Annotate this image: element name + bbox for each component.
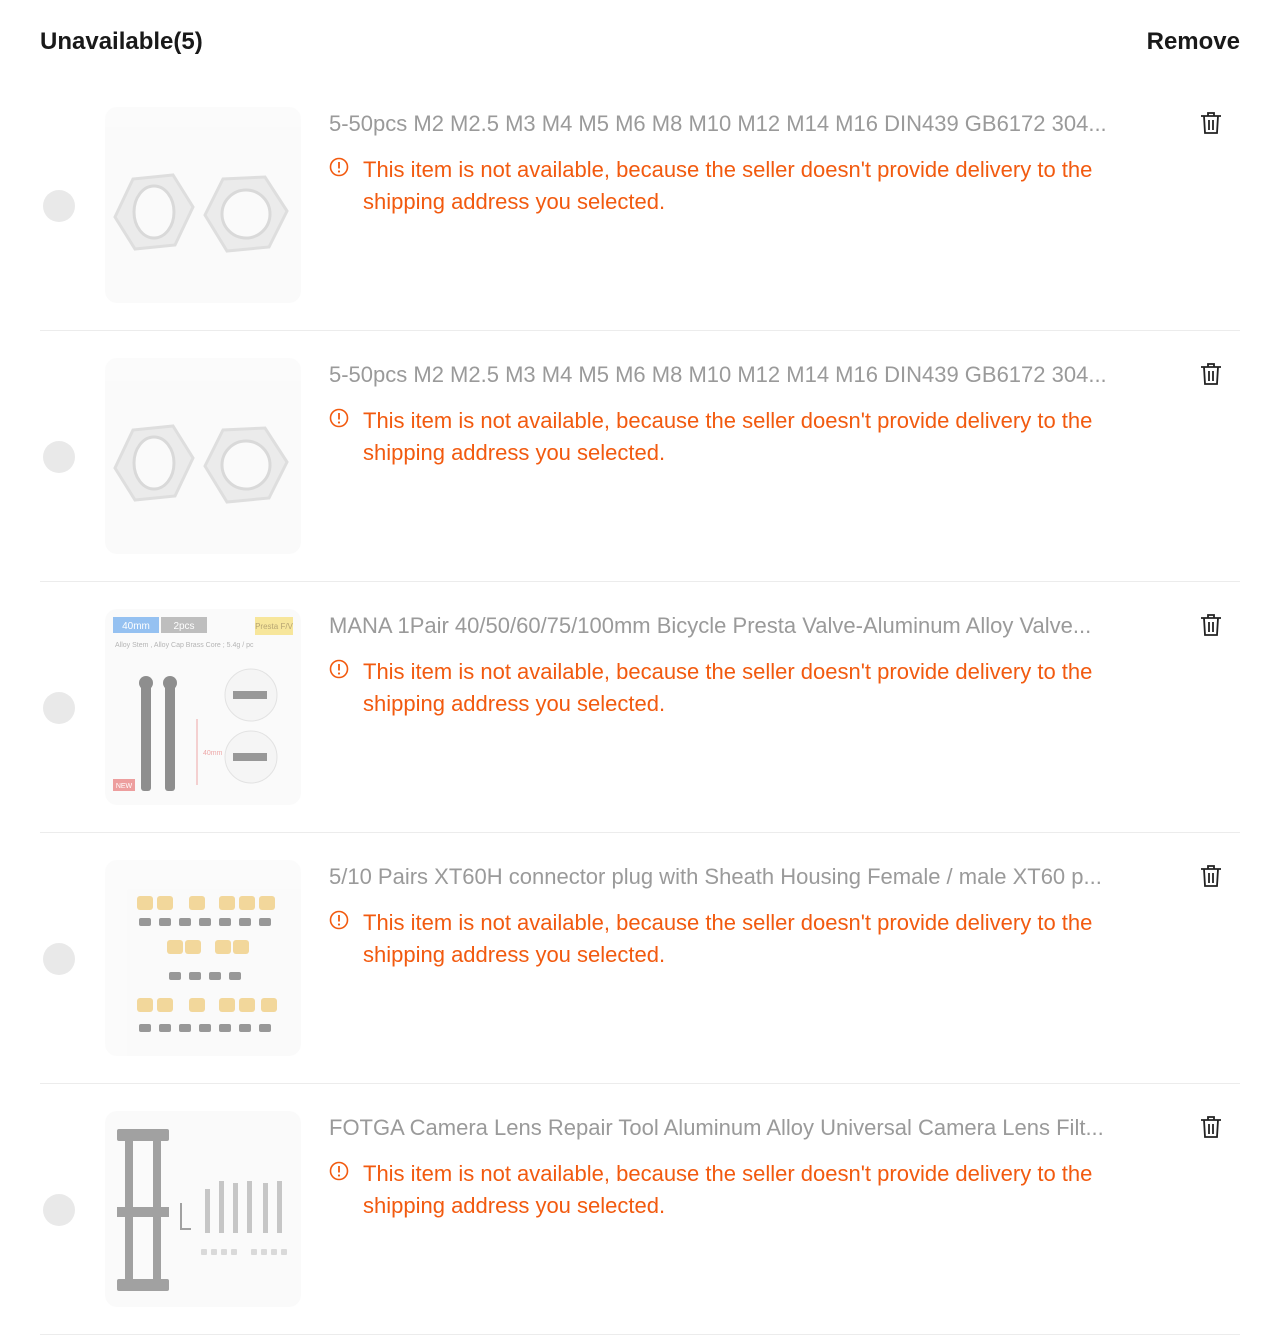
unavailable-notice xyxy=(329,1158,1179,1222)
item-title[interactable]: MANA 1Pair 40/50/60/75/100mm Bicycle Presta Valve-Aluminum Alloy Valve... xyxy=(329,613,1092,638)
cart-item xyxy=(40,80,1240,331)
item-info xyxy=(329,110,1179,218)
cart-item xyxy=(40,1084,1240,1335)
item-info xyxy=(329,612,1179,720)
unavailable-notice-text: This item is not available, because the seller doesn't provide delivery to the shipping address you selected. xyxy=(363,1161,1093,1218)
product-image-hex-nuts[interactable] xyxy=(105,358,301,554)
unavailable-item-list xyxy=(40,80,1240,1335)
trash-icon[interactable] xyxy=(1200,613,1222,637)
item-select-radio[interactable] xyxy=(43,1194,75,1226)
item-select-radio[interactable] xyxy=(43,943,75,975)
item-title[interactable]: 5-50pcs M2 M2.5 M3 M4 M5 M6 M8 M10 M12 M14 M16 DIN439 GB6172 304... xyxy=(329,362,1107,387)
section-title: Unavailable(5) xyxy=(40,28,203,55)
cart-item xyxy=(40,331,1240,582)
trash-icon[interactable] xyxy=(1200,864,1222,888)
trash-icon[interactable] xyxy=(1200,111,1222,135)
product-image-presta-valve[interactable] xyxy=(105,609,301,805)
product-image-hex-nuts[interactable] xyxy=(105,107,301,303)
image-qty-label: 2pcs xyxy=(173,621,195,632)
item-select-radio[interactable] xyxy=(43,692,75,724)
unavailable-notice xyxy=(329,656,1179,720)
image-dim-label: 40mm xyxy=(203,750,223,757)
item-title[interactable]: 5-50pcs M2 M2.5 M3 M4 M5 M6 M8 M10 M12 M14 M16 DIN439 GB6172 304... xyxy=(329,111,1107,136)
image-type-label: Presta F/V xyxy=(255,622,293,631)
image-size-label: 40mm xyxy=(122,621,150,632)
info-circle-icon xyxy=(329,408,349,428)
item-info xyxy=(329,361,1179,469)
cart-item xyxy=(40,833,1240,1084)
item-select-radio[interactable] xyxy=(43,190,75,222)
remove-all-button[interactable]: Remove xyxy=(1146,28,1240,55)
unavailable-notice-text: This item is not available, because the seller doesn't provide delivery to the shipping address you selected. xyxy=(363,157,1093,214)
cart-item xyxy=(40,582,1240,833)
trash-icon[interactable] xyxy=(1200,362,1222,386)
unavailable-notice-text: This item is not available, because the seller doesn't provide delivery to the shipping address you selected. xyxy=(363,408,1093,465)
unavailable-notice-text: This item is not available, because the seller doesn't provide delivery to the shipping address you selected. xyxy=(363,910,1093,967)
unavailable-notice xyxy=(329,154,1179,218)
item-title[interactable]: 5/10 Pairs XT60H connector plug with Sheath Housing Female / male XT60 p... xyxy=(329,864,1102,889)
info-circle-icon xyxy=(329,1161,349,1181)
unavailable-notice xyxy=(329,405,1179,469)
item-select-radio[interactable] xyxy=(43,441,75,473)
info-circle-icon xyxy=(329,157,349,177)
product-image-xt60-connectors[interactable] xyxy=(105,860,301,1056)
item-info xyxy=(329,1114,1179,1222)
image-badge-label: NEW xyxy=(115,783,133,790)
item-title[interactable]: FOTGA Camera Lens Repair Tool Aluminum Alloy Universal Camera Lens Filt... xyxy=(329,1115,1104,1140)
info-circle-icon xyxy=(329,910,349,930)
info-circle-icon xyxy=(329,659,349,679)
unavailable-notice xyxy=(329,907,1179,971)
product-image-lens-repair-tool[interactable] xyxy=(105,1111,301,1307)
unavailable-notice-text: This item is not available, because the seller doesn't provide delivery to the shipping address you selected. xyxy=(363,659,1093,716)
section-header xyxy=(40,22,1240,62)
item-info xyxy=(329,863,1179,971)
image-specs-label: Alloy Stem , Alloy Cap Brass Core ; 5.4g / pc xyxy=(115,642,254,649)
trash-icon[interactable] xyxy=(1200,1115,1222,1139)
